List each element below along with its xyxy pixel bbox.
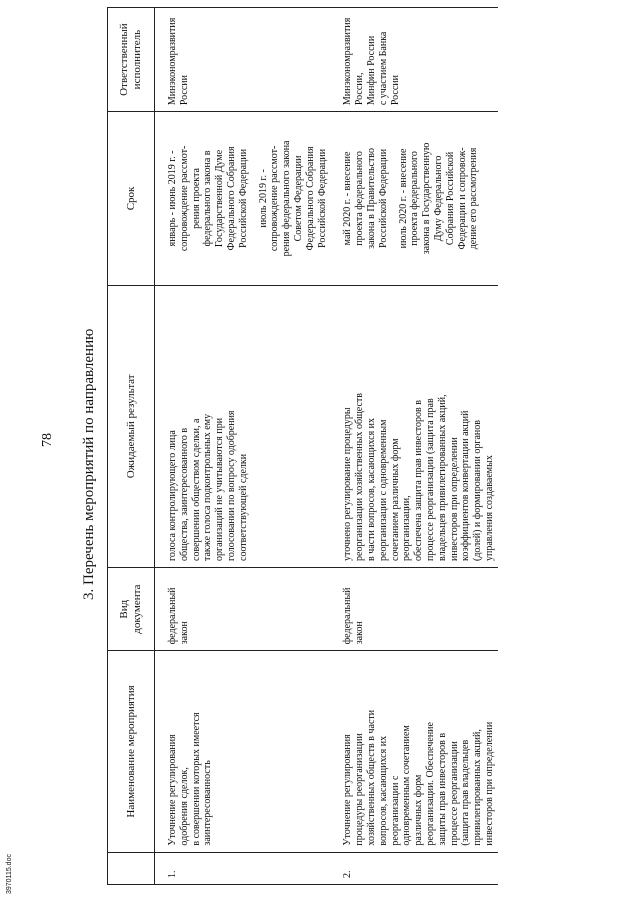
term-cell	[165, 112, 330, 286]
term-stage: январь - июнь 2019 г. - сопровождение рассмот- рения проекта федерального закона в Государственной Думе Федерального Собрания Российской Федерации	[167, 145, 249, 252]
measure-name: Уточнение регулирования одобрения сделок, в совершении которых имеется заинтересованность	[167, 712, 214, 846]
header-measure-name: Наименование мероприятия	[108, 651, 155, 852]
measure-name: Уточнение регулирования процедуры реорганизации хозяйственных обществ в части вопросов, касающихся их реорганизации с одновременным сочетанием различных форм реорганизации. Обеспечение защиты прав инвесторов в процессе реорганизации (защита прав владельцев привилегированных акций, инвесторов при определении	[342, 709, 495, 846]
document-type: федеральный закон	[167, 587, 190, 645]
header-number	[108, 852, 155, 884]
expected-result-cell	[340, 285, 497, 567]
document-type-cell	[340, 568, 497, 651]
header-document-type: Вид документа	[108, 568, 155, 651]
expected-result: уточнено регулирование процедуры реорганизации хозяйственных обществ в части вопросов, касающихся их реорганизации с одновременным сочетанием различных форм реорганизации, обеспечена защита прав инвесторов в процессе реорганизации (защита прав владельцев привилегированных акций, инвесторов при определении коэффициентов конвертации акций (долей) и формировании органов управления создаваемых	[342, 393, 495, 561]
responsible-cell	[340, 8, 497, 112]
row-number: 2.	[340, 852, 497, 884]
term-stage: июль 2019 г. - сопровождение рассмот- рения федерального закона Советом Федерации Федерального Собрания Российской Федерации	[257, 140, 328, 257]
expected-result-cell	[165, 285, 330, 567]
table-header-row	[108, 8, 155, 885]
table-row	[340, 8, 497, 885]
expected-result: голоса контролирующего лица общества, заинтересованного в совершении обществом сделки, а также голоса подконтрольных ему организаций не учитываются при голосовании по вопросу одобрения соответствующей сделки	[167, 410, 249, 561]
document-file-code: 3970115.doc	[6, 854, 13, 894]
page-number: 78	[40, 433, 55, 447]
responsible-executor: Минэкономразвития России, Минфин России с участием Банка России	[342, 17, 401, 106]
document-type-cell	[165, 568, 330, 651]
table-spacer-row	[330, 8, 340, 885]
header-expected-result: Ожидаемый результат	[108, 285, 155, 567]
responsible-executor: Минэкономразвития России	[167, 17, 190, 106]
term-stage: июль 2020 г. - внесение проекта федерального закона в Государственную Думу Федерального Собрания Российской Федерации и сопровож- дение его рассмотрения	[397, 142, 480, 255]
header-term: Срок	[108, 112, 155, 286]
measure-name-cell	[340, 651, 497, 852]
measure-name-cell	[165, 651, 330, 852]
term-stage: май 2020 г. - внесение проекта федерального закона в Правительство Российской Федерации	[342, 148, 389, 249]
header-responsible: Ответственный исполнитель	[108, 8, 155, 112]
measures-table-container	[107, 7, 607, 885]
section-title: 3. Перечень мероприятий по направлению	[81, 328, 97, 600]
table-spacer-row	[155, 8, 166, 885]
row-number: 1.	[165, 852, 330, 884]
term-cell	[340, 112, 497, 286]
responsible-cell	[165, 8, 330, 112]
measures-table	[107, 7, 498, 885]
document-type: федеральный закон	[342, 587, 366, 645]
table-row	[165, 8, 330, 885]
